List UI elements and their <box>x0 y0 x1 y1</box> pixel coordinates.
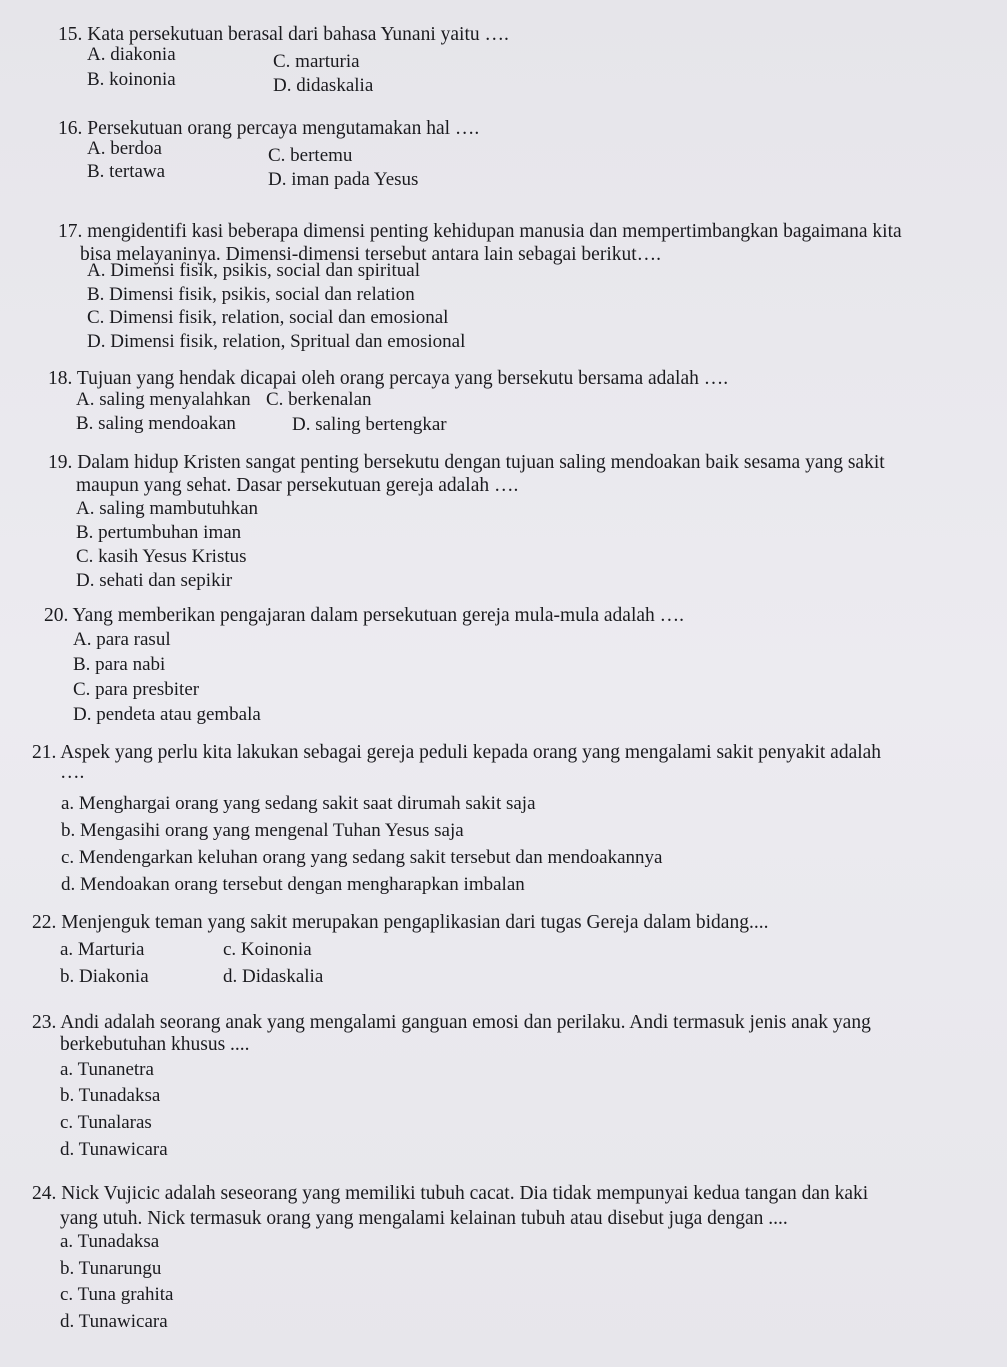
question-number: 19. <box>48 452 73 473</box>
question-number: 20. <box>44 605 69 626</box>
option-d: D. iman pada Yesus <box>268 169 419 190</box>
option-d: D. saling bertengkar <box>292 414 447 435</box>
option-c: C. marturia <box>273 51 360 72</box>
question-number: 17. <box>58 221 83 242</box>
question-number: 18. <box>48 368 73 389</box>
question-number: 16. <box>58 118 83 139</box>
option-a: a. Tunanetra <box>60 1059 154 1080</box>
option-d: d. Didaskalia <box>223 966 324 987</box>
question-24-stem-line-2: yang utuh. Nick termasuk orang yang mengalami kelainan tubuh atau disebut juga dengan .... <box>60 1208 788 1229</box>
question-23-stem <box>32 1012 871 1034</box>
option-a: A. diakonia <box>87 44 176 65</box>
question-21-stem-line-2: …. <box>60 762 85 783</box>
option-b: b. Tunadaksa <box>60 1085 161 1106</box>
question-text-line-1: Aspek yang perlu kita lakukan sebagai gereja peduli kepada orang yang mengalami sakit penyakit adalah <box>60 742 882 763</box>
question-text: Tujuan yang hendak dicapai oleh orang percaya yang bersekutu bersama adalah …. <box>76 368 729 389</box>
question-number: 23. <box>32 1012 57 1033</box>
question-number: 15. <box>58 24 83 45</box>
option-d: D. Dimensi fisik, relation, Spritual dan emosional <box>87 331 466 352</box>
question-text: Yang memberikan pengajaran dalam persekutuan gereja mula-mula adalah …. <box>72 605 685 626</box>
option-a: a. Menghargai orang yang sedang sakit saat dirumah sakit saja <box>61 793 536 814</box>
option-c: C. para presbiter <box>73 679 200 700</box>
question-text-line-1: Andi adalah seorang anak yang mengalami ganguan emosi dan perilaku. Andi termasuk jenis anak yang <box>60 1012 871 1033</box>
question-22-stem <box>32 912 768 934</box>
question-17-stem <box>58 221 902 243</box>
option-c: c. Mendengarkan keluhan orang yang sedang sakit tersebut dan mendoakannya <box>61 847 663 868</box>
option-c: c. Tunalaras <box>60 1112 152 1133</box>
option-c: C. bertemu <box>268 145 353 166</box>
option-d: d. Tunawicara <box>60 1311 168 1332</box>
question-text-line-1: Nick Vujicic adalah seseorang yang memiliki tubuh cacat. Dia tidak mempunyai kedua tangan dan kaki <box>61 1183 869 1204</box>
question-20-stem <box>44 605 684 627</box>
question-text: Persekutuan orang percaya mengutamakan hal …. <box>87 118 480 139</box>
question-text-line-1: mengidentifi kasi beberapa dimensi penting kehidupan manusia dan mempertimbangkan bagaimana kita <box>87 221 902 242</box>
option-a: A. saling menyalahkan <box>76 389 251 410</box>
option-a: a. Tunadaksa <box>60 1231 160 1252</box>
option-d: d. Mendoakan orang tersebut dengan mengharapkan imbalan <box>61 874 525 895</box>
question-19-stem <box>48 452 885 474</box>
option-b: B. saling mendoakan <box>76 413 236 434</box>
option-b: b. Tunarungu <box>60 1258 162 1279</box>
question-17-stem-line-2: bisa melayaninya. Dimensi-dimensi tersebut antara lain sebagai berikut…. <box>80 244 662 265</box>
option-a: A. para rasul <box>73 629 171 650</box>
option-d: d. Tunawicara <box>60 1139 168 1160</box>
option-a: a. Marturia <box>60 939 145 960</box>
question-text-line-1: Dalam hidup Kristen sangat penting bersekutu dengan tujuan saling mendoakan baik sesama yang sakit <box>77 452 885 473</box>
option-c: C. Dimensi fisik, relation, social dan emosional <box>87 307 449 328</box>
question-number: 24. <box>32 1183 57 1204</box>
option-a: A. berdoa <box>87 138 162 159</box>
question-24-stem <box>32 1183 868 1205</box>
question-18-stem <box>48 368 728 390</box>
option-a: A. saling mambutuhkan <box>76 498 259 519</box>
option-c: c. Koinonia <box>223 939 312 960</box>
question-19-stem-line-2: maupun yang sehat. Dasar persekutuan gereja adalah …. <box>76 475 519 496</box>
option-d: D. pendeta atau gembala <box>73 704 261 725</box>
option-a: A. Dimensi fisik, psikis, social dan spiritual <box>87 260 421 281</box>
question-21-stem <box>32 742 881 764</box>
option-c: c. Tuna grahita <box>60 1284 174 1305</box>
option-b: b. Diakonia <box>60 966 149 987</box>
option-b: B. Dimensi fisik, psikis, social dan relation <box>87 284 415 305</box>
option-d: D. sehati dan sepikir <box>76 570 233 591</box>
option-c: C. kasih Yesus Kristus <box>76 546 247 567</box>
option-b: b. Mengasihi orang yang mengenal Tuhan Yesus saja <box>61 820 464 841</box>
question-23-stem-line-2: berkebutuhan khusus .... <box>60 1034 250 1055</box>
question-text: Menjenguk teman yang sakit merupakan pengaplikasian dari tugas Gereja dalam bidang.... <box>61 912 769 933</box>
question-16-stem <box>58 118 479 140</box>
option-b: B. koinonia <box>87 69 176 90</box>
option-b: B. pertumbuhan iman <box>76 522 242 543</box>
option-b: B. tertawa <box>87 161 166 182</box>
question-text: Kata persekutuan berasal dari bahasa Yunani yaitu …. <box>87 24 509 45</box>
question-number: 21. <box>32 742 57 763</box>
question-number: 22. <box>32 912 57 933</box>
option-c: C. berkenalan <box>266 389 372 410</box>
option-d: D. didaskalia <box>273 75 374 96</box>
option-b: B. para nabi <box>73 654 166 675</box>
question-15-stem <box>58 24 509 46</box>
